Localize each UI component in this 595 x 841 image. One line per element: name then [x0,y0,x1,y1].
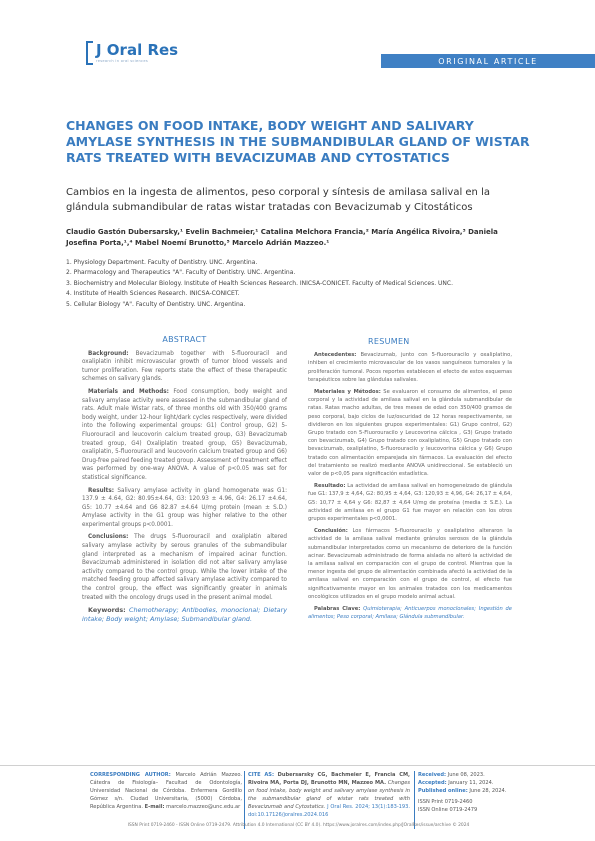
affiliation-item: 2. Pharmacology and Therapeutics "A". Faculty of Dentistry. UNC. Argentina. [66,269,296,277]
doi-link[interactable]: J Oral Res. 2024; 13(1):183-193. doi:10.17126/joralres.2024.016 [248,804,411,818]
abstract-keywords: Keywords: Chemotherapy; Antibodies, monoclonal; Dietary intake; Body weight; Amylase; Submandibular gland. [82,606,287,624]
footer-divider [0,765,595,766]
abstract-conclusions: Conclusions: The drugs 5-fluorouracil and oxaliplatin altered salivary amylase activity by serous granules of the submandibular gland interpreted as a mechanism of impaired acinar function. Bevacizumab administered in isolation did not alter salivary amylase activity compared to the control group. While the lower intake of the matched feeding group affected salivary amylase activity compared to the control group, the effect was significantly greater in animals treated with the oncology drugs used in the present animal model. [82,534,288,601]
author-list: Claudio Gastón Dubersarsky,¹ Evelin Bachmeier,¹ Catalina Melchora Francia,² María Angélica Rivoira,³ Daniela Josefina Porta,¹,⁴ Mabel Noemí Brunotto,⁵ Marcelo Adrián Mazzeo.¹ [66,228,498,247]
resumen-antecedentes: Antecedentes: Bevacizumab, junto con 5-fluorouracilo y oxaliplatino, inhiben el crecimiento microvascular de los vasos sanguíneos tumorales y la proliferación tumoral. Pocos reportes establecen el efecto de estos esquemas terapéuticos sobre las glándulas salivales. [308,352,512,383]
results-label: Results: [88,487,114,494]
abstract-results: Results: Salivary amylase activity in gland homogenate was G1: 137.9 ± 4.64, G2: 80.95±4.64, G3: 120.93 ± 4.96, G4: 26.17 ±4.64, G5: 10.77 ±4.64 and G6 82.87 ±4.64 U/mg protein (mean ± S.D.) Amylase activity in the G1 group was higher relative to the other experimental groups p<0.0001. [82,487,287,528]
methods-label: Materials and Methods: [88,388,169,395]
cite-label: CITE AS: [248,772,274,778]
logo-subtext: research in oral sciences [96,59,149,63]
article-title: CHANGES ON FOOD INTAKE, BODY WEIGHT AND SALIVARY AMYLASE SYNTHESIS IN THE SUBMANDIBULAR GLAND OF WISTAR RATS TREATED WITH BEVACIZUMAB AND CYTOSTATICS [66,118,530,165]
footer-separator [244,771,245,829]
resumen-resultado: Resultado: La actividad de amilasa salival en homogeneizado de glándula fue G1: 137,9 ± 4,64, G2: 80,95 ± 4,64, G3: 120,93 ± 4,96, G4: 26,17 ± 4,64, G5: 10,77 ± 4,64 y G6: 82,87 ± 4,64 U/mg de proteína (media ± S.E.). La actividad de amilasa en el grupo G1 fue mayor en relación con los otros grupos experimentales p<0,0001. [308,483,513,523]
corresponding-author-box: CORRESPONDING AUTHOR: Marcelo Adrián Mazzeo. Cátedra de Fisiología– Facultad de Odontología, Universidad Nacional de Córdoba. Enfermera Gordillo Gómez s/n. Ciudad Universitaria, (5000) Córdoba, República Argentina. E-mail: marcelo.mazzeo@unc.edu.ar [90,772,242,810]
license-line: ISSN Print 0719-2460 - ISSN Online 0719-2479. Attribution 4.0 International (CC BY 4.0). https://www.joralres.com/index.php/JOralRes/issue/archive © 2024 [127,823,470,828]
resultado-label: Resultado: [314,483,346,490]
affiliation-item: 3. Biochemistry and Molecular Biology. Institute of Health Sciences Research. INICSA-CONICET. Faculty of Medical Sciences. UNC. [66,279,453,287]
dates-box: Received: June 08, 2023. Accepted: January 11, 2024. Published online: June 28, 2024. ISSN Print 0719-2460 ISSN Online 0719-2479 [418,771,528,814]
palabras-label: Palabras Clave: [314,606,361,613]
affiliation-item: 5. Cellular Biology "A". Faculty of Dentistry. UNC. Argentina. [66,300,246,308]
issn-online: ISSN Online 0719-2479 [418,807,478,813]
abstract-methods: Materials and Methods: Food consumption, body weight and salivary amylase activity were assessed in the submandibular gland of rats. Adult male Wistar rats, of three months old with 350/400 grams body weight, under 12-hour light/dark cycles respectively, were divided into the following experimental groups: G1) Control group, G2) 5-Fluorouracil and leucovorin calcium treated group, G3) Bevacizumab treated group, G4) Oxaliplatin treated group, G5) Bevacizumab, oxaliplatin, 5-fluorouracil and leucovorin calcium treated group and G6) Drug-free paired feeding treated group. Assessment of treatment effect was performed by one-way ANOVA. A value of p<0.05 was set for statistical significance. [82,388,288,481]
abstract-background: Background: Bevacizumab together with 5-fluorouracil and oxaliplatin inhibit microvascular growth of tumor blood vessels and tumor proliferation. Few reports state the effect of these therapeutic schemes on salivary glands. [82,350,288,383]
affiliation-list [66,258,531,310]
conclusions-label: Conclusions: [88,534,129,541]
affiliation-item: 1. Physiology Department. Faculty of Dentistry. UNC. Argentina. [66,259,258,266]
resumen-keywords: Palabras Clave: Quimioterapia; Anticuerpos monoclonales; Ingestión de alimentos; Peso corporal; Amilasa; Glándula submandibular. [308,606,513,621]
page-header [0,0,595,75]
metodos-label: Materiales y Métodos: [314,389,381,396]
article-type-badge: ORIGINAL ARTICLE [381,54,595,68]
conclusion-label: Conclusión: [314,528,348,535]
journal-logo[interactable] [86,40,178,66]
background-label: Background: [88,350,129,357]
article-subtitle: Cambios en la ingesta de alimentos, peso corporal y síntesis de amilasa salival en la glándula submandibular de ratas wistar tratadas con Bevacizumab y Citostáticos [66,187,490,213]
logo-text: J Oral Res [96,41,179,59]
keywords-label: Keywords: [88,606,126,615]
issn-print: ISSN Print 0719-2460 [418,799,473,805]
resumen-conclusion: Conclusión: Los fármacos 5-fluorouracilo y oxaliplatino alteraron la actividad de la amilasa salival mediante gránulos serosos de la glándula submandibular interpretados como un mecanismo de deterioro de la función acinar. Bevacizumab administrado de forma aislada no alteró la actividad de la amilasa salival en comparación con el grupo de control. Mientras que la menor ingesta del grupo de alimentación combinada afectó la actividad de la amilasa salival en comparación con el grupo de control, el efecto fue significativamente mayor en los animales tratados con los medicamentos oncológicos utilizados en el grupo modelo animal actual. [308,528,512,600]
corr-label: CORRESPONDING AUTHOR: [90,772,171,778]
resumen-heading: RESUMEN [368,337,410,346]
resumen-section [308,338,512,626]
antecedentes-label: Antecedentes: [314,352,357,359]
resumen-metodos: Materiales y Métodos: Se evaluaron el consumo de alimentos, el peso corporal y la actividad de amilasa salival en la glándula submandibular de ratas. Ratas macho adultas, de tres meses de edad con 350/400 gramos de peso corporal, bajo ciclos de luz/oscuridad de 12 horas respectivamente, se dividieron en los siguientes grupos experimentales: G1) Grupo control, G2) Grupo tratado con 5-Fluorouracilo y Leucovorina cálcica , G3) Grupo tratado con bevacizumab, G4) Grupo tratado con oxaliplatino, G5) Grupo tratado con bevacizumab, oxaliplatino, 5-fluorouracilo y leucovorina cálcica y G6) Grupo tratado con alimentación emparejada sin fármacos. La evaluación del efecto del tratamiento se realizó mediante ANOVA unidireccional. Se estableció un valor de p<0,05 para significación estadística. [308,389,512,478]
abstract-section [82,336,287,628]
cite-as-box: CITE AS: Dubersarsky CG, Bachmeier E, Francia CM, Rivoira MA, Porta DJ, Brunotto MN, Mazzeo MA. Changes on food intake, body weight and salivary amylase synthesis in the submandibular gland of wistar rats treated with Bevacizumab and Cytostatics. J Oral Res. 2024; 13(1):183-193. doi:10.17126/joralres.2024.016 [248,772,411,818]
logo-bracket-icon [86,41,93,65]
affiliation-item: 4. Institute of Health Sciences Research. INICSA-CONICET. [66,290,240,298]
abstract-heading: ABSTRACT [162,335,207,344]
footer-separator [414,771,415,829]
email-link[interactable]: marcelo.mazzeo@unc.edu.ar [166,804,241,810]
email-label: E-mail: [144,804,165,810]
